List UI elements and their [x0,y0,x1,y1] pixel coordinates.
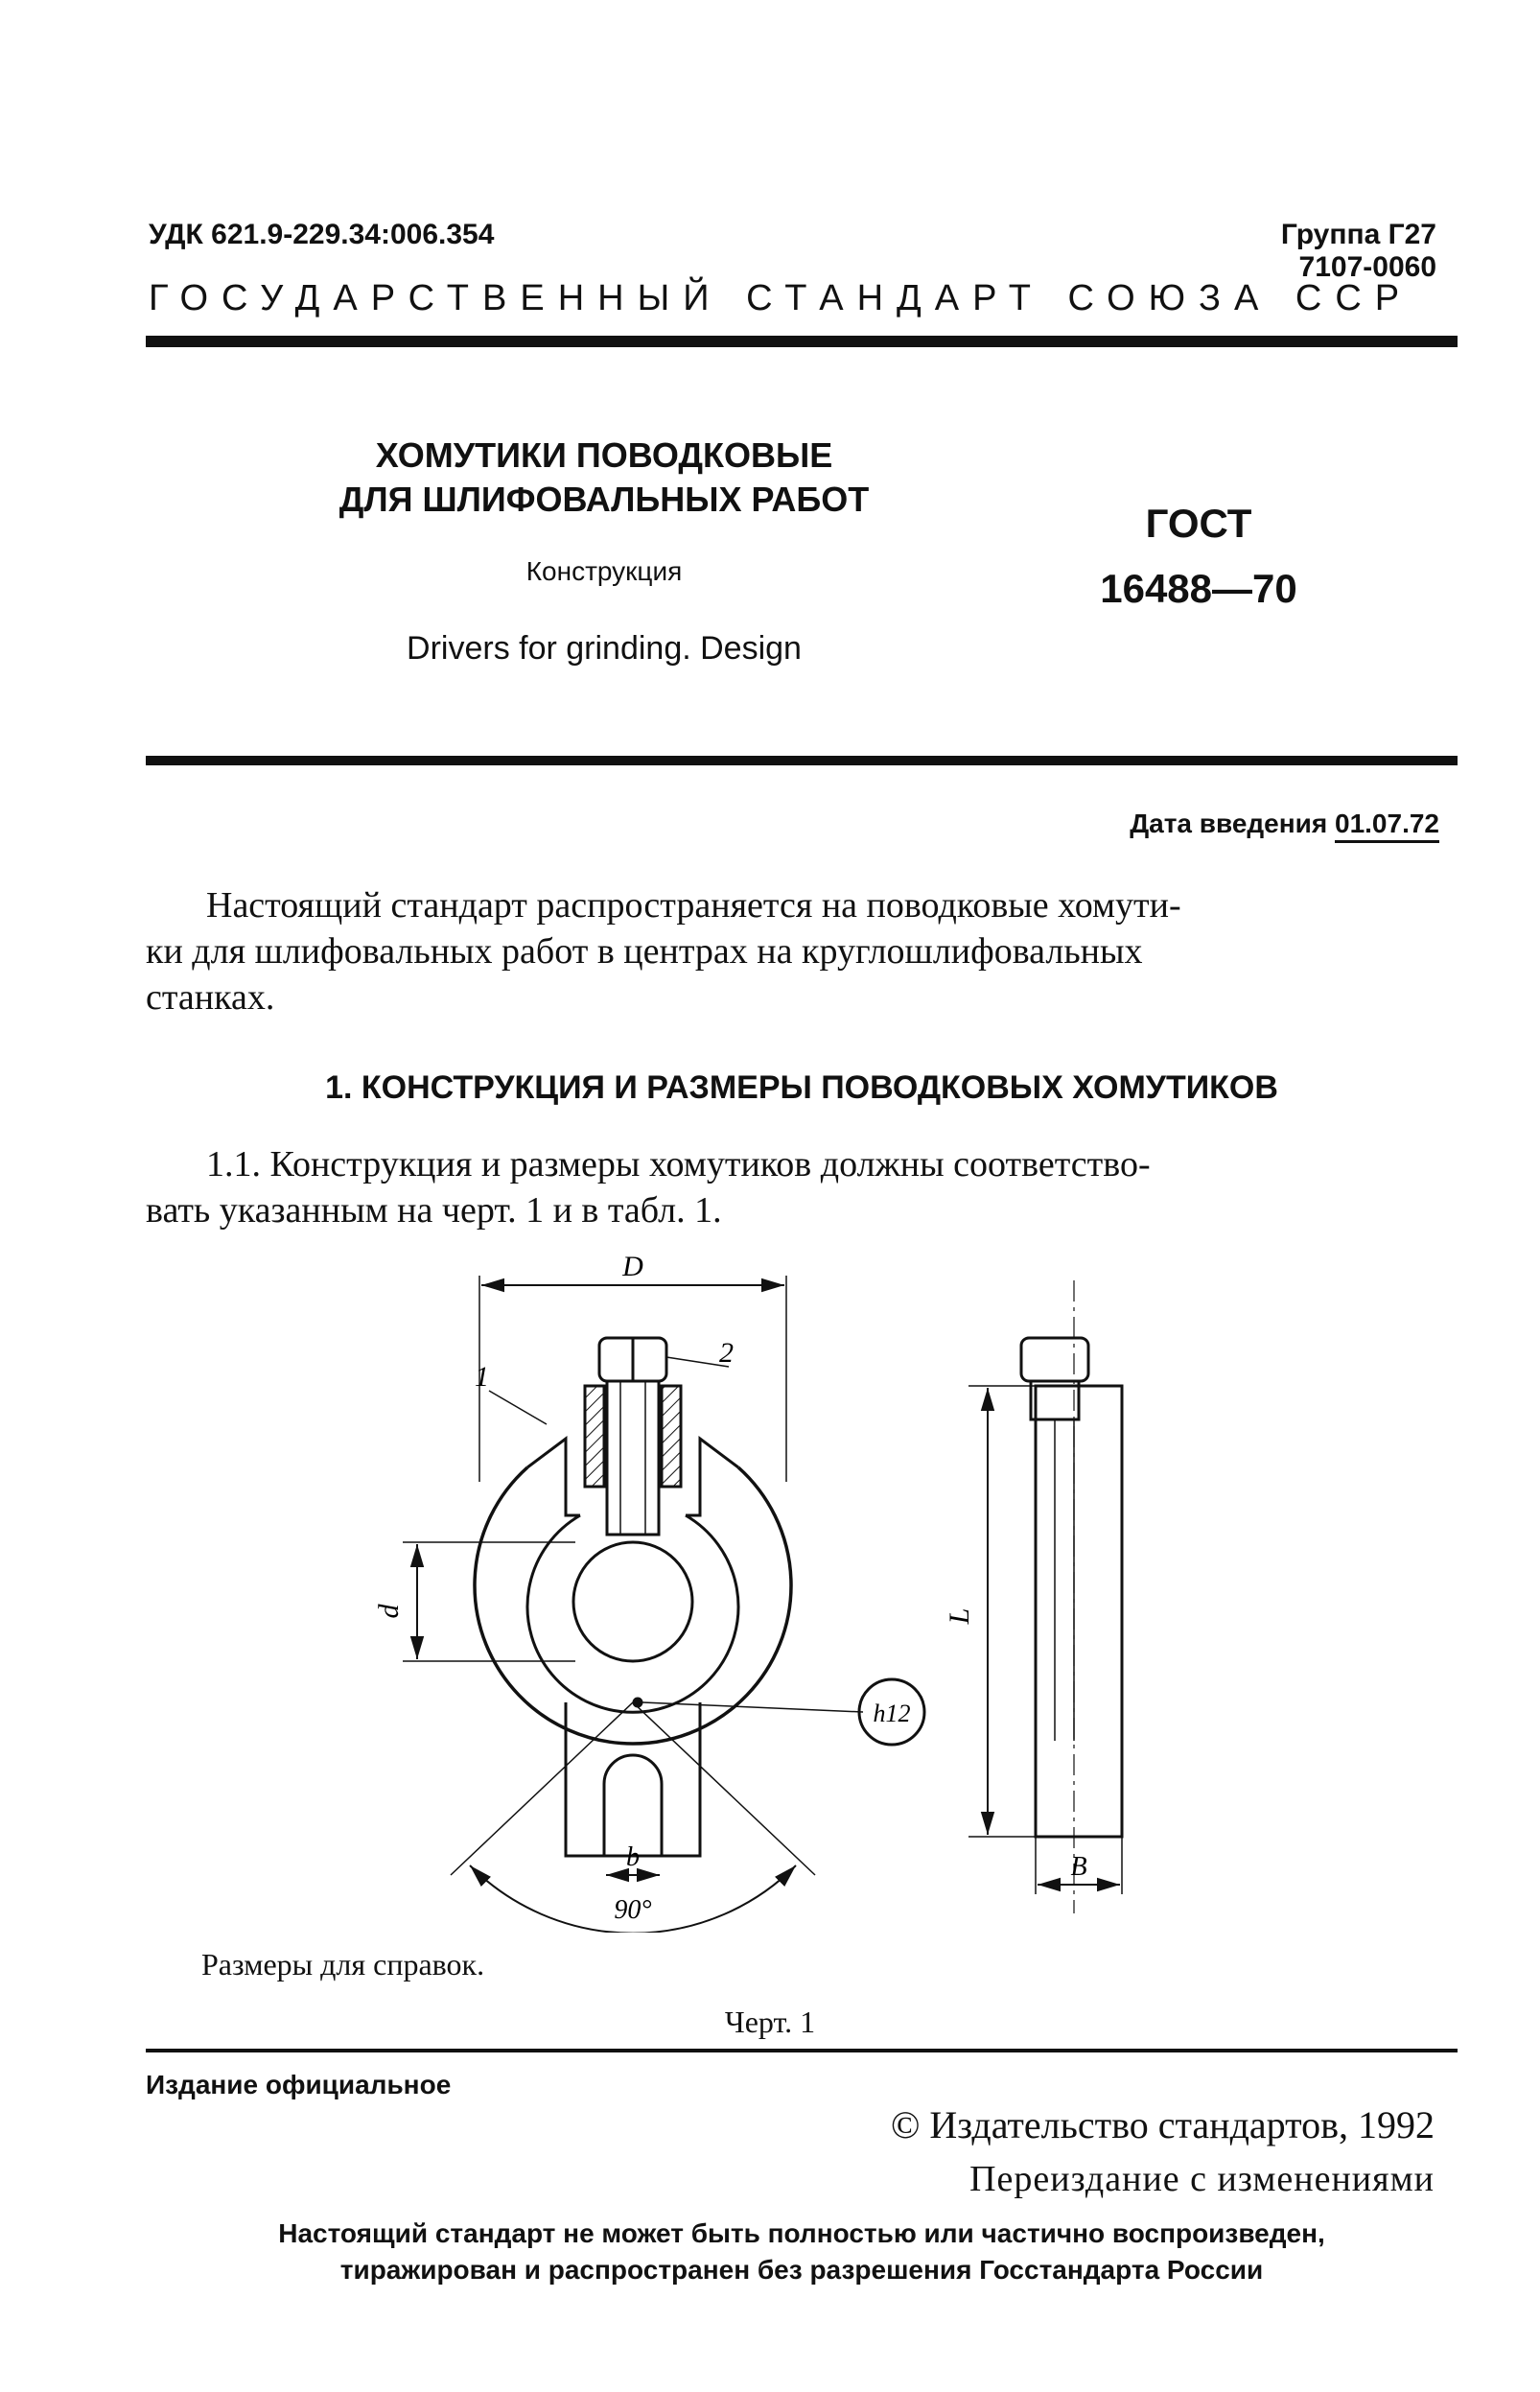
reference-note: Размеры для справок. [201,1947,485,1982]
drawing-1 [144,1242,1419,1933]
p11-line-2: вать указанным на черт. 1 и в табл. 1. [146,1190,722,1231]
label-part-2: 2 [719,1337,734,1369]
introduction-date [1130,809,1439,839]
notice-line-2: тиражирован и распространен без разрешения Госстандарта России [339,2255,1264,2285]
reissue-line: Переиздание с изменениями [969,2159,1435,2199]
official-edition: Издание официальное [146,2070,452,2099]
scope-line-1: Настоящий стандарт распространяется на поводковые хомути- [206,885,1181,926]
date-value: 01.07.72 [1335,809,1439,843]
label-b: b [626,1842,640,1872]
standard-banner: ГОСУДАРСТВЕННЫЙ СТАНДАРТ СОЮЗА ССР [149,278,1413,318]
label-tolerance: h12 [873,1700,911,1727]
group-line-1: Группа Г27 [1280,219,1436,250]
udk-code: УДК 621.9-229.34:006.354 [149,219,495,250]
label-angle: 90° [614,1895,652,1925]
group-code [1281,219,1436,284]
scope-line-3: станках. [146,977,275,1018]
date-label: Дата введения [1130,809,1328,838]
label-L: L [944,1607,975,1625]
section-heading: 1. КОНСТРУКЦИЯ И РАЗМЕРЫ ПОВОДКОВЫХ ХОМУТИКОВ [325,1069,1278,1106]
publisher-line: © Издательство стандартов, 1992 [890,2103,1435,2146]
drawing-caption: Черт. 1 [724,2005,816,2039]
copyright-notice [146,2216,1458,2288]
side-view [968,1280,1122,1913]
scope-paragraph [146,882,1458,1020]
label-d: d [373,1604,405,1619]
label-B: B [1070,1852,1087,1882]
header-rule [146,336,1458,347]
label-part-1: 1 [475,1361,489,1393]
english-title: Drivers for grinding. Design [407,630,802,667]
title-line-1: ХОМУТИКИ ПОВОДКОВЫЕ [375,435,833,475]
gost-block [1074,491,1323,621]
document-title [316,434,892,522]
scope-line-2: ки для шлифовальных работ в центрах на круглошлифовальных [146,931,1143,972]
document-subtitle: Конструкция [525,556,683,586]
footer-rule [146,2049,1458,2052]
p11-line-1: 1.1. Конструкция и размеры хомутиков должны соответство- [206,1144,1151,1184]
title-line-2: ДЛЯ ШЛИФОВАЛЬНЫХ РАБОТ [338,480,870,519]
label-D: D [622,1251,643,1282]
notice-line-1: Настоящий стандарт не может быть полностью или частично воспроизведен, [278,2218,1325,2248]
title-rule [146,756,1458,765]
paragraph-1-1 [146,1141,1458,1233]
group-line-2: 7107-0060 [1298,251,1436,283]
gost-label: ГОСТ [1145,501,1252,546]
gost-number: 16488—70 [1100,566,1297,611]
